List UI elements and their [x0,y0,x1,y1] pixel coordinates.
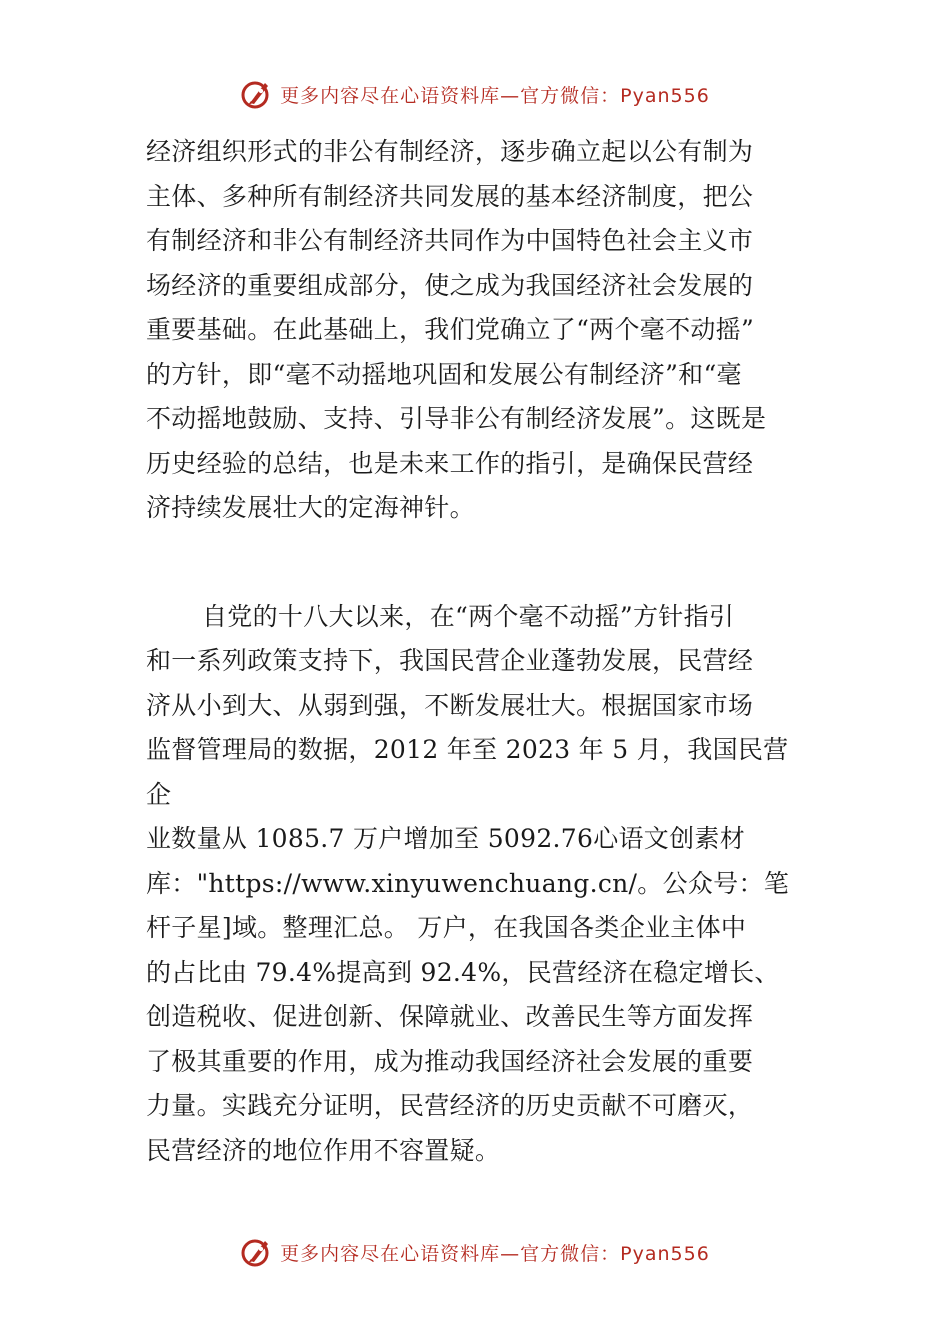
text-line: 和一系列政策支持下，我国民营企业蓬勃发展，民营经 [146,646,754,675]
paragraph-1 [146,130,816,531]
text-line: 不动摇地鼓励、支持、引导非公有制经济发展”。这既是 [146,404,767,433]
pen-nib-logo-icon [240,1235,274,1269]
text-line: 场经济的重要组成部分，使之成为我国经济社会发展的 [146,270,754,300]
text-line: 重要基础。在此基础上，我们党确立了“两个毫不动摇” [146,315,755,344]
text-line: 业数量从 1085.7 万户增加至 5092.76心语文创素材 [146,824,745,853]
header-banner-text: 更多内容尽在心语资料库—官方微信：Pyan556 [280,84,710,107]
pen-nib-logo-icon [240,77,274,111]
text-line: 济持续发展壮大的定海神针。 [146,493,475,522]
text-line: 了极其重要的作用，成为推动我国经济社会发展的重要 [146,1046,754,1076]
text-line: 力量。实践充分证明，民营经济的历史贡献不可磨灭， [146,1091,754,1120]
text-line: 企 [146,779,172,809]
text-line: 自党的十八大以来，在“两个毫不动摇”方针指引 [202,601,735,631]
text-line: 杆子星]域。整理汇总。 万户，在我国各类企业主体中 [146,913,747,942]
text-line: 监督管理局的数据，2012 年至 2023 年 5 月，我国民营 [146,735,789,764]
text-line: 民营经济的地位作用不容置疑。 [146,1135,501,1165]
text-line: 历史经验的总结，也是未来工作的指引，是确保民营经 [146,448,754,478]
text-line: 主体、多种所有制经济共同发展的基本经济制度，把公 [146,181,754,211]
text-line: 的占比由 79.4%提高到 92.4%，民营经济在稳定增长、 [146,957,780,987]
text-line: 创造税收、促进创新、保障就业、改善民生等方面发挥 [146,1002,754,1031]
text-line: 济从小到大、从弱到强，不断发展壮大。根据国家市场 [146,690,754,720]
header-banner [0,74,950,114]
paragraph-gap [146,531,816,595]
text-line: 经济组织形式的非公有制经济，逐步确立起以公有制为 [146,137,754,166]
text-line: 有制经济和非公有制经济共同作为中国特色社会主义市 [146,226,754,255]
footer-banner [0,1232,950,1272]
paragraph-2 [146,595,816,1174]
text-line: 的方针，即“毫不动摇地巩固和发展公有制经济”和“毫 [146,359,742,389]
footer-banner-text: 更多内容尽在心语资料库—官方微信：Pyan556 [280,1242,710,1265]
text-line: 库："https://www.xinyuwenchuang.cn/。公众号：笔 [146,868,790,898]
document-body [146,130,816,1173]
